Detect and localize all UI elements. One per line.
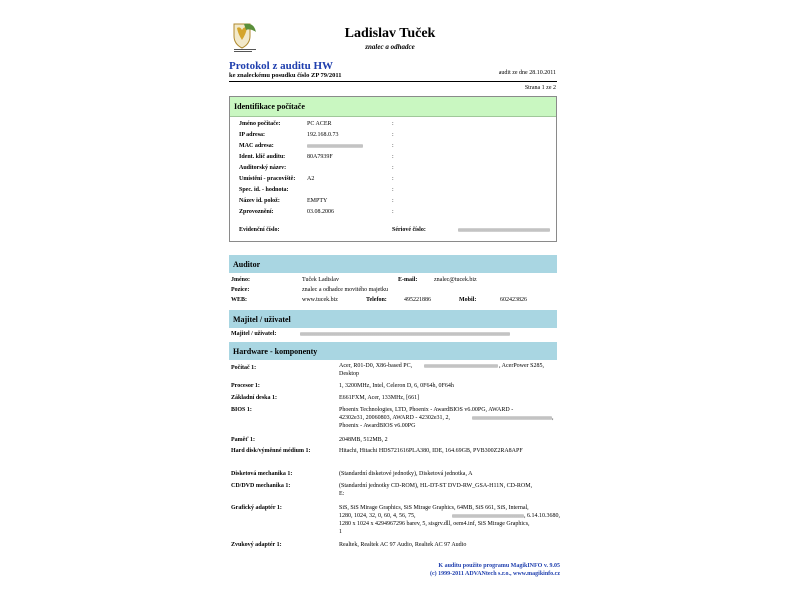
redacted-owner	[300, 332, 510, 336]
id-value: 03.08.2006	[307, 209, 334, 215]
id-colon: :	[392, 121, 394, 127]
auditor-title: Auditor	[233, 260, 261, 269]
page-number: Strana 1 ze 2	[524, 85, 556, 91]
hw-line: , 6.14.10.3680,	[524, 513, 560, 519]
evidencni-label: Evidenční číslo:	[239, 227, 280, 233]
id-value: 80A7939F	[307, 154, 333, 160]
hw-line: Hitachi, Hitachi HDS721616PLA380, IDE, 164.69GB, PVB300Z2RA8APF	[339, 448, 523, 454]
owner-title: Majitel / uživatel	[233, 315, 291, 324]
identification-title: Identifikace počítače	[234, 102, 305, 111]
hw-line: 2048MB, 512MB, 2	[339, 437, 388, 443]
hw-label-bios: BIOS 1:	[231, 407, 252, 413]
hw-line: Acer, R01-D0, X86-based PC,	[339, 363, 413, 369]
id-value: EMPTY	[307, 198, 328, 204]
auditor-position-label: Pozice:	[231, 287, 250, 293]
hw-line: 1	[339, 529, 342, 535]
audit-date: audit ze dne 28.10.2011	[498, 70, 556, 76]
hw-line: E:	[339, 491, 345, 497]
footer-line-1: K auditu použito programu MagikINFO v. 9.05	[438, 563, 560, 569]
redacted-value	[472, 416, 552, 420]
seriove-label: Sériové číslo:	[392, 227, 426, 233]
hw-label-floppy: Disketová mechanika 1:	[231, 471, 293, 477]
id-label: Název id. polož:	[239, 198, 280, 204]
document-subtitle: ke znaleckému posudku číslo ZP 79/2011	[229, 72, 342, 79]
redacted-value	[424, 364, 498, 368]
identification-header	[230, 97, 556, 117]
id-label: MAC adresa:	[239, 143, 274, 149]
id-colon: :	[392, 176, 394, 182]
id-colon: :	[392, 187, 394, 193]
hw-line: 42302e31, 20060803, AWARD - 42302e31, 2,	[339, 415, 451, 421]
auditor-name: Tuček Ladislav	[302, 277, 339, 283]
redacted-mac	[307, 144, 363, 148]
id-label: Auditorský název:	[239, 165, 287, 171]
owner-label: Majitel / uživatel:	[231, 331, 277, 337]
hw-line: ,	[552, 415, 554, 421]
hw-line: (Standardní disketové jednotky), Disketová jednotka, A	[339, 471, 473, 477]
auditor-name-label: Jméno:	[231, 277, 250, 283]
hw-label-harddisk: Hard disk/výměnné médium 1:	[231, 448, 311, 454]
hw-label-graphics: Grafický adaptér 1:	[231, 505, 282, 511]
hw-label-computer: Počítač 1:	[231, 365, 257, 371]
hw-line: Realtek, Realtek AC 97 Audio, Realtek AC 97 Audio	[339, 542, 467, 548]
auditor-mobile: 602423826	[500, 297, 527, 303]
id-label: Ident. klíč auditu:	[239, 154, 286, 160]
hardware-title: Hardware - komponenty	[233, 347, 318, 356]
header-divider	[229, 81, 557, 82]
expert-subtitle: znalec a odhadce	[365, 43, 415, 51]
hw-line: E661FXM, Acer, 133MHz, [661]	[339, 395, 420, 401]
redacted-serial	[458, 228, 550, 232]
hw-label-motherboard: Základní deska 1:	[231, 395, 278, 401]
hw-line: Phoenix - AwardBIOS v6.00PG	[339, 423, 416, 429]
footer-line-2: (c) 1999-2011 ADVANtech s.r.o., www.magikinfo.cz	[430, 571, 560, 577]
id-colon: :	[392, 198, 394, 204]
redacted-value	[452, 514, 524, 518]
hw-line: Phoenix Technologies, LTD, Phoenix - AwardBIOS v6.00PG, AWARD -	[339, 407, 514, 413]
document-title: Protokol z auditu HW	[229, 60, 334, 72]
id-colon: :	[392, 209, 394, 215]
id-label: Jméno počítače:	[239, 121, 281, 127]
hw-line: 1, 3200MHz, Intel, Celeron D, 6, 0F64h, 0F64h	[339, 383, 454, 389]
id-label: IP adresa:	[239, 132, 266, 138]
auditor-email: znalec@tucek.biz	[434, 277, 477, 283]
id-label: Zprovoznění:	[239, 209, 274, 215]
auditor-header	[229, 255, 557, 273]
hw-label-cddvd: CD/DVD mechanika 1:	[231, 483, 291, 489]
id-colon: :	[392, 154, 394, 160]
hw-label-memory: Paměť 1:	[231, 437, 255, 443]
company-logo	[228, 20, 262, 54]
auditor-mobile-label: Mobil:	[459, 297, 477, 303]
id-colon: :	[392, 132, 394, 138]
id-value: 192.168.0.73	[307, 132, 339, 138]
id-value: PC ACER	[307, 121, 332, 127]
hardware-header	[229, 342, 557, 360]
id-label: Spec. id. - hodnota:	[239, 187, 289, 193]
hw-line: 1280 x 1024 x 4294967296 barev, 5, sisgrv.dll, oem4.inf, SiS Mirage Graphics,	[339, 521, 530, 527]
auditor-web: www.tucek.biz	[302, 297, 338, 303]
id-label: Umístění - pracoviště:	[239, 176, 296, 182]
hw-line: , AcerPower S285,	[499, 363, 544, 369]
id-colon: :	[392, 165, 394, 171]
id-value: A2	[307, 176, 315, 182]
hw-line: 1280, 1024, 32, 0, 60, 4, 56, 75,	[339, 513, 416, 519]
auditor-phone-label: Telefon:	[366, 297, 387, 303]
id-colon: :	[392, 143, 394, 149]
expert-name: Ladislav Tuček	[344, 26, 436, 41]
auditor-web-label: WEB:	[231, 297, 248, 303]
hw-line: Desktop	[339, 371, 359, 377]
hw-label-cpu: Procesor 1:	[231, 383, 260, 389]
hw-line: SiS, SiS Mirage Graphics, SiS Mirage Graphics, 64MB, SiS 661, SiS, Internal,	[339, 505, 529, 511]
auditor-email-label: E-mail:	[398, 277, 418, 283]
auditor-position: znalec a odhadce movitého majetku	[302, 287, 388, 293]
hw-label-audio: Zvukový adaptér 1:	[231, 542, 282, 548]
owner-header	[229, 310, 557, 328]
hw-line: (Standardní jednotky CD-ROM), HL-DT-ST DVD-RW_GSA-H11N, CD-ROM,	[339, 483, 533, 489]
auditor-phone: 495221886	[404, 297, 431, 303]
